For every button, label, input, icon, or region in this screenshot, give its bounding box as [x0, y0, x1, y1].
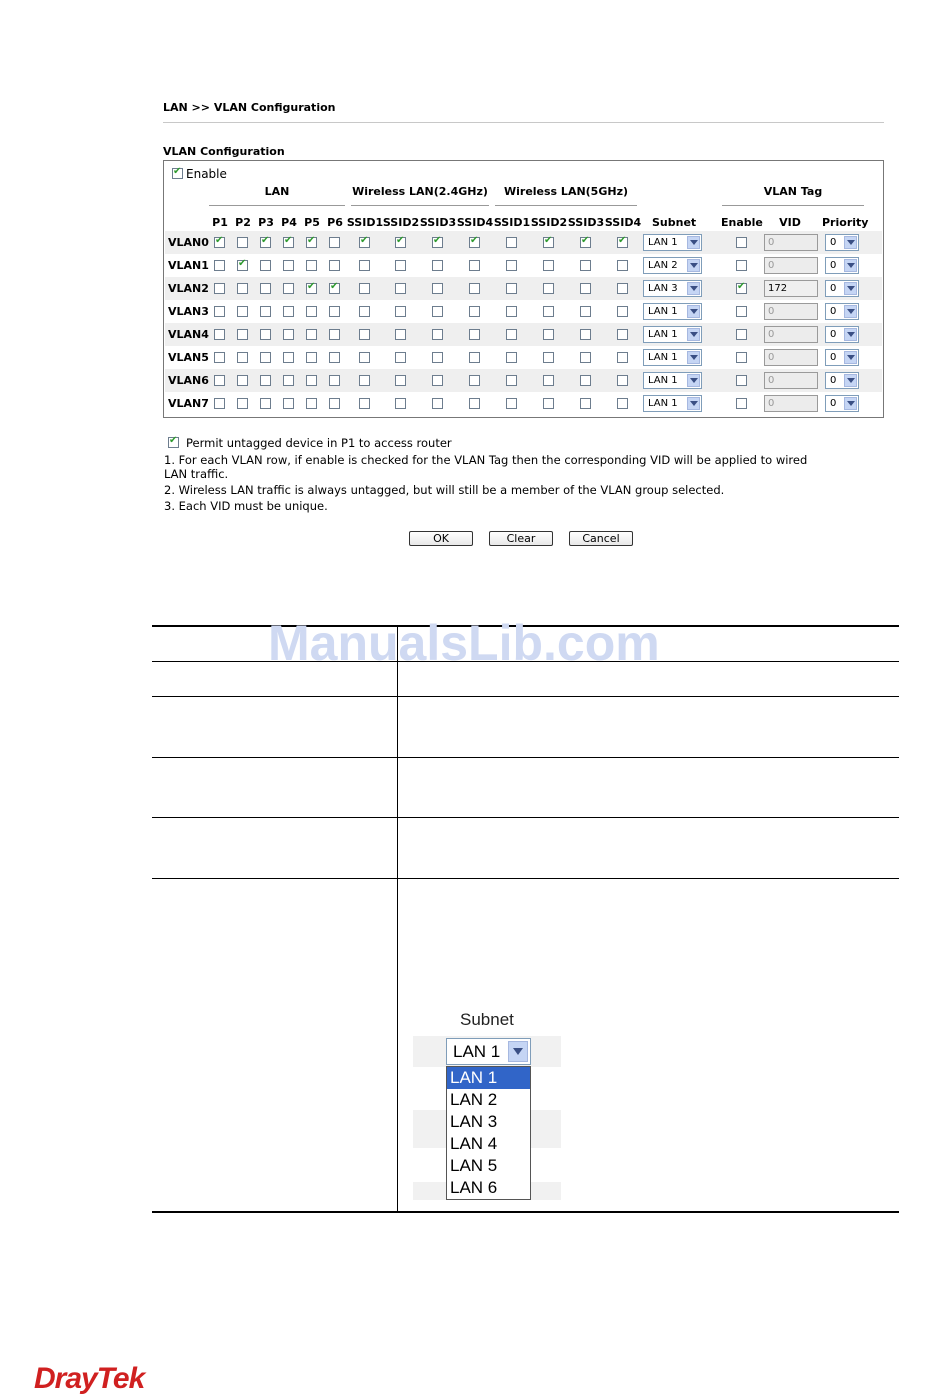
note-3: 3. Each VID must be unique.	[164, 499, 328, 513]
port-checkbox[interactable]	[306, 375, 317, 386]
chevron-down-icon[interactable]	[844, 282, 857, 295]
table-row-line	[152, 878, 899, 879]
subnet-option[interactable]: LAN 2	[450, 1090, 498, 1109]
ssid-2g-checkbox[interactable]	[469, 260, 480, 271]
chevron-down-icon[interactable]	[687, 397, 700, 410]
column-header-5g-ssid2: SSID2	[530, 216, 568, 229]
port-checkbox[interactable]	[283, 283, 294, 294]
ssid-2g-checkbox[interactable]	[432, 375, 443, 386]
group-lan-line	[209, 205, 345, 206]
group-vlantag-label: VLAN Tag	[763, 185, 823, 198]
ssid-2g-checkbox[interactable]	[359, 260, 370, 271]
subnet-option-list	[446, 1066, 531, 1200]
subnet-option[interactable]: LAN 4	[450, 1134, 498, 1153]
note-2: 2. Wireless LAN traffic is always untagged, but will still be a member of the VLAN group selected.	[164, 483, 725, 497]
column-header-vid: VID	[779, 216, 801, 229]
column-header-p2: P2	[235, 216, 251, 229]
ssid-5g-checkbox[interactable]	[580, 398, 591, 409]
ssid-2g-checkbox[interactable]	[432, 398, 443, 409]
vid-input[interactable]: 0	[764, 395, 818, 412]
subnet-select-value: LAN 1	[648, 329, 678, 340]
vlan-config-panel	[163, 160, 884, 418]
subnet-select-value: LAN 1	[648, 352, 678, 363]
ssid-2g-checkbox[interactable]	[395, 283, 406, 294]
port-checkbox[interactable]	[329, 306, 340, 317]
ssid-5g-checkbox[interactable]	[543, 283, 554, 294]
ssid-2g-checkbox[interactable]	[469, 306, 480, 317]
priority-select[interactable]	[825, 234, 859, 251]
ssid-5g-checkbox[interactable]	[580, 306, 591, 317]
dropdown-header: Subnet	[460, 1010, 514, 1029]
ssid-5g-checkbox[interactable]	[506, 237, 517, 248]
port-checkbox[interactable]	[306, 398, 317, 409]
enable-checkbox[interactable]	[172, 168, 183, 179]
ssid-5g-checkbox[interactable]	[543, 237, 554, 248]
cancel-button[interactable]: Cancel	[569, 531, 633, 546]
port-checkbox[interactable]	[329, 283, 340, 294]
port-checkbox[interactable]	[283, 237, 294, 248]
ssid-2g-checkbox[interactable]	[359, 398, 370, 409]
column-header-5g-ssid4: SSID4	[604, 216, 642, 229]
subnet-option[interactable]: LAN 6	[450, 1178, 498, 1197]
port-checkbox[interactable]	[214, 283, 225, 294]
subnet-select[interactable]	[643, 280, 702, 297]
ssid-5g-checkbox[interactable]	[543, 260, 554, 271]
draytek-logo: DrayTek	[34, 1362, 145, 1395]
port-checkbox[interactable]	[283, 329, 294, 340]
column-header-subnet: Subnet	[652, 216, 697, 229]
vlan-tag-enable-checkbox[interactable]	[736, 352, 747, 363]
subnet-select-value: LAN 1	[648, 306, 678, 317]
subnet-option[interactable]: LAN 3	[450, 1112, 498, 1131]
port-checkbox[interactable]	[237, 306, 248, 317]
chevron-down-icon[interactable]	[687, 236, 700, 249]
vlan-row-label: VLAN6	[168, 374, 209, 387]
port-checkbox[interactable]	[214, 375, 225, 386]
chevron-down-icon[interactable]	[844, 259, 857, 272]
ssid-2g-checkbox[interactable]	[432, 352, 443, 363]
ssid-2g-checkbox[interactable]	[469, 375, 480, 386]
priority-select[interactable]	[825, 372, 859, 389]
port-checkbox[interactable]	[260, 398, 271, 409]
permit-checkbox[interactable]	[168, 437, 179, 448]
ssid-2g-checkbox[interactable]	[469, 329, 480, 340]
table-column-divider	[397, 626, 398, 1212]
column-header-2g-ssid1: SSID1	[346, 216, 384, 229]
port-checkbox[interactable]	[237, 352, 248, 363]
group-lan-label: LAN	[264, 185, 290, 198]
priority-select[interactable]	[825, 303, 859, 320]
ssid-2g-checkbox[interactable]	[469, 283, 480, 294]
port-checkbox[interactable]	[237, 260, 248, 271]
subnet-select[interactable]	[643, 303, 702, 320]
port-checkbox[interactable]	[283, 306, 294, 317]
vlan-tag-enable-checkbox[interactable]	[736, 237, 747, 248]
priority-select[interactable]	[825, 395, 859, 412]
ssid-2g-checkbox[interactable]	[359, 352, 370, 363]
chevron-down-icon[interactable]	[687, 305, 700, 318]
port-checkbox[interactable]	[329, 260, 340, 271]
vid-input[interactable]: 0	[764, 349, 818, 366]
port-checkbox[interactable]	[237, 398, 248, 409]
chevron-down-icon[interactable]	[844, 397, 857, 410]
ssid-2g-checkbox[interactable]	[432, 283, 443, 294]
ssid-5g-checkbox[interactable]	[506, 283, 517, 294]
permit-label: Permit untagged device in P1 to access router	[186, 436, 452, 450]
column-header-p1: P1	[212, 216, 228, 229]
port-checkbox[interactable]	[260, 352, 271, 363]
ssid-5g-checkbox[interactable]	[543, 352, 554, 363]
chevron-down-icon[interactable]	[687, 259, 700, 272]
port-checkbox[interactable]	[329, 398, 340, 409]
port-checkbox[interactable]	[283, 260, 294, 271]
vlan-tag-enable-checkbox[interactable]	[736, 329, 747, 340]
chevron-down-icon[interactable]	[844, 374, 857, 387]
ssid-2g-checkbox[interactable]	[395, 237, 406, 248]
subnet-select-value: LAN 1	[453, 1042, 501, 1061]
breadcrumb: LAN >> VLAN Configuration	[163, 101, 336, 114]
port-checkbox[interactable]	[260, 260, 271, 271]
vlan-tag-enable-checkbox[interactable]	[736, 260, 747, 271]
ssid-5g-checkbox[interactable]	[543, 375, 554, 386]
vid-input[interactable]: 0	[764, 303, 818, 320]
ssid-2g-checkbox[interactable]	[395, 306, 406, 317]
subnet-select[interactable]	[643, 372, 702, 389]
table-row-line	[152, 696, 899, 697]
port-checkbox[interactable]	[306, 329, 317, 340]
column-header-2g-ssid3: SSID3	[419, 216, 457, 229]
chevron-down-icon[interactable]	[844, 305, 857, 318]
vlan-row-label: VLAN5	[168, 351, 209, 364]
ssid-5g-checkbox[interactable]	[580, 375, 591, 386]
priority-select-value: 0	[830, 306, 837, 317]
priority-select-value: 0	[830, 375, 837, 386]
ssid-5g-checkbox[interactable]	[580, 283, 591, 294]
ssid-2g-checkbox[interactable]	[432, 306, 443, 317]
chevron-down-icon[interactable]	[844, 351, 857, 364]
ssid-2g-checkbox[interactable]	[395, 352, 406, 363]
vlan-row-label: VLAN1	[168, 259, 209, 272]
port-checkbox[interactable]	[214, 237, 225, 248]
ssid-5g-checkbox[interactable]	[617, 329, 628, 340]
column-header-5g-ssid3: SSID3	[567, 216, 605, 229]
subnet-select[interactable]	[643, 257, 702, 274]
column-header-p4: P4	[281, 216, 297, 229]
ssid-2g-checkbox[interactable]	[359, 375, 370, 386]
subnet-select-value: LAN 1	[648, 375, 678, 386]
ssid-2g-checkbox[interactable]	[469, 237, 480, 248]
column-header-tag-enable: Enable	[721, 216, 763, 229]
port-checkbox[interactable]	[214, 352, 225, 363]
column-header-5g-ssid1: SSID1	[493, 216, 531, 229]
port-checkbox[interactable]	[260, 329, 271, 340]
vlan-tag-enable-checkbox[interactable]	[736, 375, 747, 386]
ssid-5g-checkbox[interactable]	[506, 260, 517, 271]
vid-input[interactable]: 0	[764, 372, 818, 389]
ssid-2g-checkbox[interactable]	[395, 260, 406, 271]
port-checkbox[interactable]	[306, 260, 317, 271]
vid-input[interactable]: 0	[764, 326, 818, 343]
ssid-5g-checkbox[interactable]	[580, 352, 591, 363]
column-header-p6: P6	[327, 216, 343, 229]
priority-select[interactable]	[825, 257, 859, 274]
port-checkbox[interactable]	[237, 237, 248, 248]
vlan-row-label: VLAN0	[168, 236, 209, 249]
vlan-row-label: VLAN7	[168, 397, 209, 410]
priority-select[interactable]	[825, 349, 859, 366]
ssid-5g-checkbox[interactable]	[506, 352, 517, 363]
subnet-option[interactable]: LAN 1	[447, 1067, 530, 1089]
chevron-down-icon[interactable]	[687, 328, 700, 341]
ssid-2g-checkbox[interactable]	[432, 329, 443, 340]
note-1: 1. For each VLAN row, if enable is checked for the VLAN Tag then the corresponding VID will be applied to wired	[164, 453, 808, 467]
ssid-5g-checkbox[interactable]	[543, 398, 554, 409]
priority-select-value: 0	[830, 329, 837, 340]
ssid-5g-checkbox[interactable]	[506, 375, 517, 386]
group-wlan5-label: Wireless LAN(5GHz)	[503, 185, 629, 198]
port-checkbox[interactable]	[237, 375, 248, 386]
ssid-2g-checkbox[interactable]	[469, 398, 480, 409]
column-header-2g-ssid2: SSID2	[382, 216, 420, 229]
ssid-2g-checkbox[interactable]	[432, 237, 443, 248]
ssid-5g-checkbox[interactable]	[617, 283, 628, 294]
port-checkbox[interactable]	[306, 306, 317, 317]
port-checkbox[interactable]	[214, 329, 225, 340]
ssid-2g-checkbox[interactable]	[359, 283, 370, 294]
table-bottom-border	[152, 1211, 899, 1213]
vid-input[interactable]: 172	[764, 280, 818, 297]
priority-select-value: 0	[830, 398, 837, 409]
port-checkbox[interactable]	[260, 375, 271, 386]
vid-input[interactable]: 0	[764, 257, 818, 274]
port-checkbox[interactable]	[329, 237, 340, 248]
port-checkbox[interactable]	[306, 352, 317, 363]
ssid-2g-checkbox[interactable]	[359, 306, 370, 317]
chevron-down-icon[interactable]	[508, 1041, 528, 1062]
table-row-line	[152, 817, 899, 818]
group-wlan24-label: Wireless LAN(2.4GHz)	[352, 185, 488, 198]
subnet-select[interactable]	[643, 395, 702, 412]
chevron-down-icon[interactable]	[687, 351, 700, 364]
ssid-2g-checkbox[interactable]	[359, 329, 370, 340]
clear-button[interactable]: Clear	[489, 531, 553, 546]
ssid-5g-checkbox[interactable]	[543, 306, 554, 317]
note-1-cont: LAN traffic.	[164, 467, 229, 481]
enable-label: Enable	[186, 167, 227, 181]
chevron-down-icon[interactable]	[687, 282, 700, 295]
vlan-row-label: VLAN2	[168, 282, 209, 295]
ssid-5g-checkbox[interactable]	[617, 260, 628, 271]
port-checkbox[interactable]	[329, 375, 340, 386]
priority-select-value: 0	[830, 260, 837, 271]
group-wlan24-line	[351, 205, 489, 206]
subnet-select[interactable]	[446, 1038, 531, 1065]
port-checkbox[interactable]	[260, 283, 271, 294]
port-checkbox[interactable]	[260, 237, 271, 248]
port-checkbox[interactable]	[283, 352, 294, 363]
column-header-priority: Priority	[822, 216, 869, 229]
subnet-option[interactable]: LAN 5	[450, 1156, 498, 1175]
chevron-down-icon[interactable]	[844, 236, 857, 249]
table-row-line	[152, 757, 899, 758]
ssid-5g-checkbox[interactable]	[580, 260, 591, 271]
chevron-down-icon[interactable]	[844, 328, 857, 341]
subnet-select-value: LAN 1	[648, 398, 678, 409]
ssid-5g-checkbox[interactable]	[506, 306, 517, 317]
port-checkbox[interactable]	[237, 329, 248, 340]
ssid-5g-checkbox[interactable]	[506, 329, 517, 340]
priority-select-value: 0	[830, 352, 837, 363]
subnet-select-value: LAN 3	[648, 283, 678, 294]
ssid-5g-checkbox[interactable]	[543, 329, 554, 340]
ssid-5g-checkbox[interactable]	[617, 306, 628, 317]
port-checkbox[interactable]	[260, 306, 271, 317]
chevron-down-icon[interactable]	[687, 374, 700, 387]
port-checkbox[interactable]	[214, 260, 225, 271]
subnet-dropdown-example	[413, 1006, 563, 1201]
vlan-tag-enable-checkbox[interactable]	[736, 306, 747, 317]
breadcrumb-divider	[163, 122, 884, 123]
ssid-2g-checkbox[interactable]	[395, 375, 406, 386]
ssid-5g-checkbox[interactable]	[506, 398, 517, 409]
vlan-tag-enable-checkbox[interactable]	[736, 398, 747, 409]
ssid-5g-checkbox[interactable]	[617, 237, 628, 248]
port-checkbox[interactable]	[329, 329, 340, 340]
priority-select-value: 0	[830, 237, 837, 248]
subnet-select-value: LAN 1	[648, 237, 678, 248]
port-checkbox[interactable]	[329, 352, 340, 363]
port-checkbox[interactable]	[283, 375, 294, 386]
ssid-2g-checkbox[interactable]	[469, 352, 480, 363]
ssid-5g-checkbox[interactable]	[580, 237, 591, 248]
priority-select-value: 0	[830, 283, 837, 294]
section-title: VLAN Configuration	[163, 145, 285, 158]
port-checkbox[interactable]	[214, 398, 225, 409]
ssid-2g-checkbox[interactable]	[359, 237, 370, 248]
ssid-2g-checkbox[interactable]	[395, 329, 406, 340]
subnet-select-value: LAN 2	[648, 260, 678, 271]
ok-button[interactable]: OK	[409, 531, 473, 546]
column-header-2g-ssid4: SSID4	[456, 216, 494, 229]
subnet-select[interactable]	[643, 234, 702, 251]
priority-select[interactable]	[825, 280, 859, 297]
vlan-row-label: VLAN3	[168, 305, 209, 318]
subnet-select[interactable]	[643, 326, 702, 343]
group-vlantag-line	[722, 205, 864, 206]
port-checkbox[interactable]	[237, 283, 248, 294]
priority-select[interactable]	[825, 326, 859, 343]
group-wlan5-line	[495, 205, 637, 206]
port-checkbox[interactable]	[283, 398, 294, 409]
column-header-p5: P5	[304, 216, 320, 229]
port-checkbox[interactable]	[214, 306, 225, 317]
ssid-5g-checkbox[interactable]	[617, 375, 628, 386]
ssid-2g-checkbox[interactable]	[395, 398, 406, 409]
port-checkbox[interactable]	[306, 237, 317, 248]
ssid-2g-checkbox[interactable]	[432, 260, 443, 271]
subnet-select[interactable]	[643, 349, 702, 366]
vid-input[interactable]: 0	[764, 234, 818, 251]
ssid-5g-checkbox[interactable]	[617, 398, 628, 409]
ssid-5g-checkbox[interactable]	[580, 329, 591, 340]
vlan-row-label: VLAN4	[168, 328, 209, 341]
port-checkbox[interactable]	[306, 283, 317, 294]
vlan-tag-enable-checkbox[interactable]	[736, 283, 747, 294]
watermark-text: ManualsLib.com	[268, 615, 660, 671]
column-header-p3: P3	[258, 216, 274, 229]
ssid-5g-checkbox[interactable]	[617, 352, 628, 363]
